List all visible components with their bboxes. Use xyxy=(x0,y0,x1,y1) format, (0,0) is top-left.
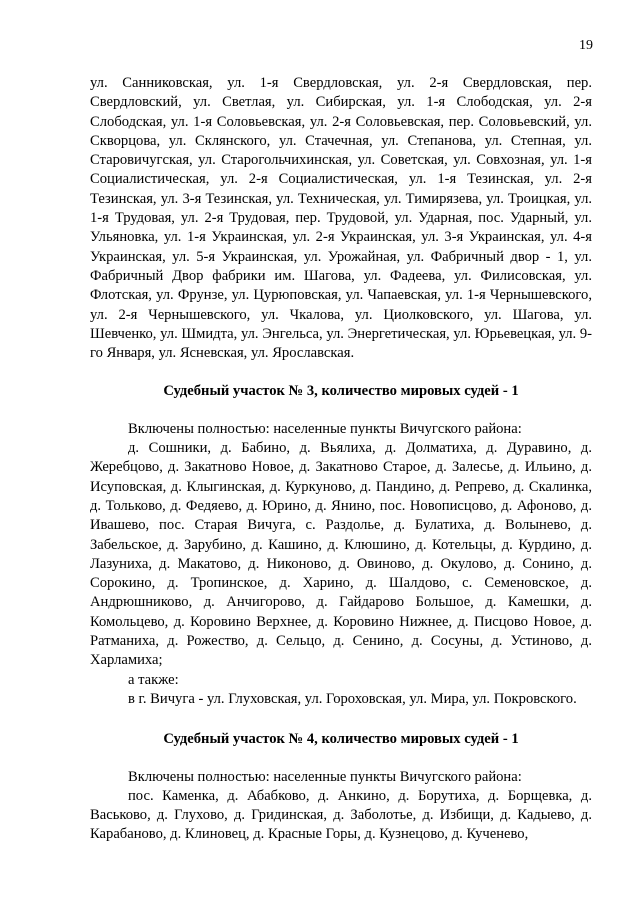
section-4-intro: Включены полностью: населенные пункты Вичугского района: xyxy=(128,768,522,785)
section-3-also: а также: xyxy=(128,671,179,688)
section-3-heading: Судебный участок № 3, количество мировых судей - 1 xyxy=(163,383,519,400)
page-number: 19 xyxy=(579,38,593,53)
section-3-city-streets: в г. Вичуга - ул. Глуховская, ул. Гороховская, ул. Мира, ул. Покровского. xyxy=(128,690,577,707)
document-body xyxy=(90,74,592,845)
section-3-intro: Включены полностью: населенные пункты Вичугского района: xyxy=(128,420,522,437)
streets-list-continued: ул. Санниковская, ул. 1-я Свердловская, ул. 2-я Свердловская, пер. Свердловский, ул. Светлая, ул. Сибирская, ул. 1-я Слободская, ул. 2-я Слободская, ул. 1-я Соловьевская, ул. 2-я Соловьевская, пер. Соловьевский, ул. Скворцова, ул. Склянского, ул. Стачечная, ул. Степанова, ул. Степная, ул. Старовичугская, ул. Старогольчихинская, ул. Советская, ул. Совхозная, ул. 1-я Социалистическая, ул. 2-я Социалистическая, ул. 1-я Тезинская, ул. 2-я Тезинская, ул. 3-я Тезинская, ул. Техническая, ул. Тимирязева, ул. Троицкая, ул. 1-я Трудовая, ул. 2-я Трудовая, пер. Трудовой, ул. Ударная, пос. Ударный, ул. Ульяновка, ул. 1-я Украинская, ул. 2-я Украинская, ул. 3-я Украинская, ул. 4-я Украинская, ул. 5-я Украинская, ул. Урожайная, ул. Фабричный двор - 1, ул. Фабричный Двор фабрики им. Шагова, ул. Фадеева, ул. Филисовская, ул. Флотская, ул. Фрунзе, ул. Цурюповская, ул. Чапаевская, ул. 1-я Чернышевского, ул. 2-я Чернышевского, ул. Чкалова, ул. Циолковского, ул. Шагова, ул. Шевченко, ул. Шмидта, ул. Энгельса, ул. Энергетическая, ул. Юрьевецкая, ул. 9-го Января, ул. Ясневская, ул. Ярославская. xyxy=(90,75,592,362)
section-4-heading: Судебный участок № 4, количество мировых судей - 1 xyxy=(163,731,519,748)
section-3-villages: д. Сошники, д. Бабино, д. Вьялиха, д. Долматиха, д. Дуравино, д. Жеребцово, д. Закатново Новое, д. Закатново Старое, д. Залесье, д. Ильино, д. Исуповская, д. Клыгинская, д. Куркуново, д. Пандино, д. Репрево, д. Скалинка, д. Тольково, д. Федяево, д. Юрино, д. Янино, пос. Новописцово, д. Афоново, д. Ивашево, пос. Старая Вичуга, с. Раздолье, д. Булатиха, д. Волынево, д. Забельское, д. Зарубино, д. Кашино, д. Клюшино, д. Котельцы, д. Курдино, д. Лазуниха, д. Макатово, д. Никоново, д. Овиново, д. Окулово, д. Сонино, д. Сорокино, д. Тропинское, д. Харино, д. Шалдово, с. Семеновское, д. Андрюшниково, д. Анчигорово, д. Гайдарово Большое, д. Камешки, д. Комольцево, д. Коровино Верхнее, д. Коровино Нижнее, д. Писцово Новое, д. Ратманиха, д. Рожество, д. Сельцо, д. Сенино, д. Сосуны, д. Устиново, д. Харламиха; xyxy=(90,440,592,669)
section-4-villages: пос. Каменка, д. Абабково, д. Анкино, д. Борутиха, д. Борщевка, д. Васьково, д. Глухово, д. Гридинская, д. Заболотье, д. Избищи, д. Кадыево, д. Карабаново, д. Клиновец, д. Красные Горы, д. Кузнецово, д. Кученево, xyxy=(90,787,592,843)
